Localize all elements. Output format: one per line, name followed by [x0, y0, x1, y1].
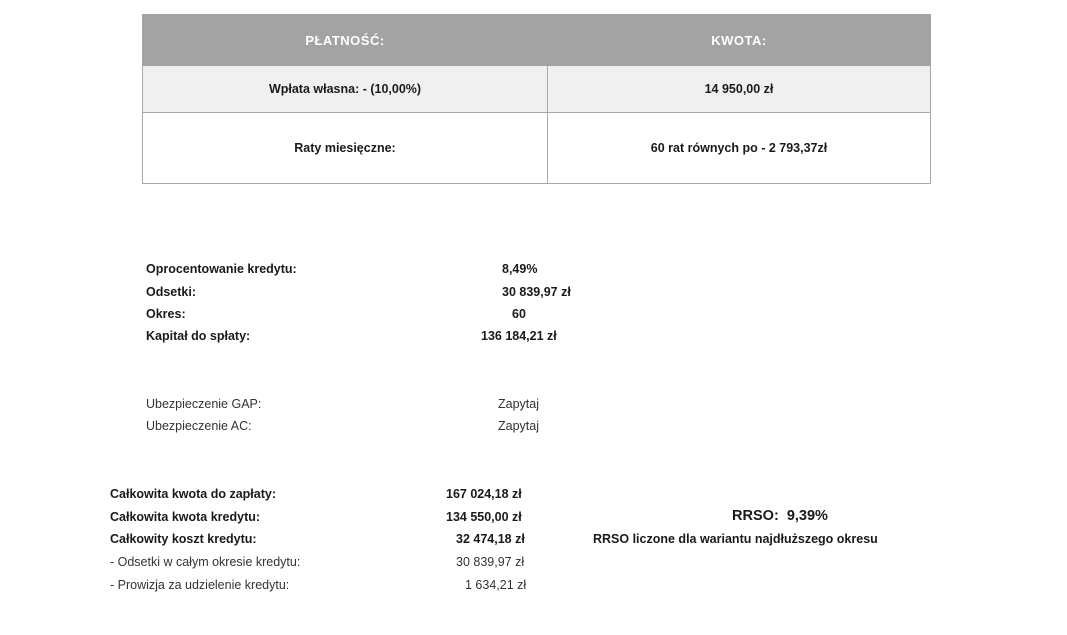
interest-rate-label: Oprocentowanie kredytu: [146, 262, 297, 276]
total-credit-value: 134 550,00 zł [446, 510, 522, 524]
interest-rate-value: 8,49% [502, 262, 538, 276]
table-row [143, 113, 931, 184]
commission-value: 1 634,21 zł [465, 578, 527, 592]
period-value: 60 [512, 307, 526, 321]
table-row [143, 66, 931, 113]
header-payment: PŁATNOŚĆ: [143, 15, 548, 66]
ac-insurance-label: Ubezpieczenie AC: [146, 419, 252, 433]
payment-table [142, 14, 931, 184]
period-label: Okres: [146, 307, 186, 321]
total-to-pay-value: 167 024,18 zł [446, 487, 522, 501]
header-amount: KWOTA: [548, 15, 931, 66]
interest-label: Odsetki: [146, 285, 197, 299]
interest-total-label: - Odsetki w całym okresie kredytu: [110, 555, 301, 569]
total-credit-label: Całkowita kwota kredytu: [110, 510, 261, 524]
rrso-summary [680, 508, 880, 524]
ac-insurance-value: Zapytaj [498, 419, 539, 433]
rrso-note: RRSO liczone dla wariantu najdłuższego okresu [593, 532, 878, 546]
total-cost-label: Całkowity koszt kredytu: [110, 532, 257, 546]
down-payment-label: Wpłata własna: - (10,00%) [143, 66, 548, 113]
total-to-pay-label: Całkowita kwota do zapłaty: [110, 487, 277, 501]
interest-total-value: 30 839,97 zł [456, 555, 525, 569]
monthly-installments-value: 60 rat równych po - 2 793,37zł [548, 113, 931, 184]
rrso-label: RRSO: [732, 508, 779, 524]
monthly-installments-label: Raty miesięczne: [143, 113, 548, 184]
capital-label: Kapitał do spłaty: [146, 329, 251, 343]
rrso-value: 9,39% [786, 508, 828, 524]
capital-value: 136 184,21 zł [481, 329, 557, 343]
interest-value: 30 839,97 zł [502, 285, 571, 299]
payment-table-header-row [143, 15, 931, 66]
gap-insurance-label: Ubezpieczenie GAP: [146, 397, 262, 411]
down-payment-value: 14 950,00 zł [548, 66, 931, 113]
gap-insurance-value: Zapytaj [498, 397, 539, 411]
total-cost-value: 32 474,18 zł [456, 532, 525, 546]
commission-label: - Prowizja za udzielenie kredytu: [110, 578, 290, 592]
